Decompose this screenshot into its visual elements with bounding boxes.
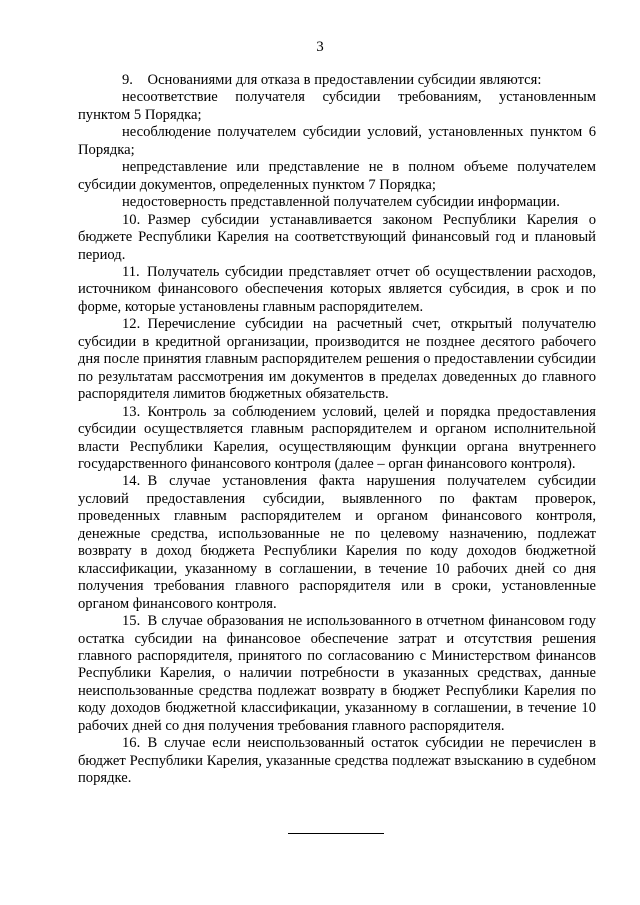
list-item-unreliable-info: недостоверность представленной получателем субсидии информации. [122, 194, 560, 211]
list-item-documents: непредставление или представление не в полном объеме получателем субсидии документов, определенных пунктом 7 Порядка; [78, 159, 596, 193]
list-item-noncompliance: несоблюдение получателем субсидии условий, установленных пунктом 6 Порядка; [78, 124, 596, 158]
page-number: 3 [316, 39, 324, 55]
paragraph-10-subsidy-amount: 10. Размер субсидии устанавливается законом Республики Карелия о бюджете Республики Карелия на соответствующий финансовый год и плановый период. [78, 211, 596, 263]
list-item-nonconformity: несоответствие получателя субсидии требованиям, установленным пунктом 5 Порядка; [78, 89, 596, 123]
paragraph-9-grounds-for-refusal: 9. Основаниями для отказа в предоставлении субсидии являются: [122, 72, 542, 88]
document-body [78, 72, 596, 788]
paragraph-13-control: 13. Контроль за соблюдением условий, целей и порядка предоставления субсидии осуществляется главным распорядителем и органом исполнительной власти Республики Карелия, осуществляющим функции органа внутреннего государственного финансового контроля (далее – орган финансового контроля). [78, 403, 596, 472]
paragraph-11-report: 11. Получатель субсидии представляет отчет об осуществлении расходов, источником финансового обеспечения которых является субсидия, в срок и по форме, которые установлены главным распорядителем. [78, 263, 596, 315]
end-of-text-rule [288, 833, 384, 834]
paragraph-15-unused-balance: 15. В случае образования не использованного в отчетном финансовом году остатка субсидии на финансовое обеспечение затрат и отсутствия решения главного распорядителя, принятого по согласованию с Министерством финансов Республики Карелия, о наличии потребности в указанных средствах, данные неиспользованные средства подлежат возврату в бюджет Республики Карелия по коду доходов бюджетной классификации, указанному в соглашении, в течение 10 рабочих дней со дня получения требования главного распорядителя. [78, 613, 596, 734]
paragraph-14-violation: 14. В случае установления факта нарушения получателем субсидии условий предоставления субсидии, выявленного по фактам проверок, проведенных главным распорядителем и органом финансового контроля, денежные средства, использованные не по целевому назначению, подлежат возврату в доход бюджета Республики Карелия по коду доходов бюджетной классификации, указанному в соглашении, в течение 10 рабочих дней со дня получения требования главного распорядителя или в сроки, установленные органом финансового контроля. [78, 473, 596, 612]
paragraph-16-recovery: 16. В случае если неиспользованный остаток субсидии не перечислен в бюджет Республики Карелия, указанные средства подлежат взысканию в судебном порядке. [78, 735, 596, 787]
paragraph-12-transfer: 12. Перечисление субсидии на расчетный счет, открытый получателю субсидии в кредитной организации, производится не позднее десятого рабочего дня после принятия главным распорядителем решения о предоставлении субсидии по результатам рассмотрения им документов в пределах доведенных до главного распорядителя лимитов бюджетных обязательств. [78, 316, 596, 403]
